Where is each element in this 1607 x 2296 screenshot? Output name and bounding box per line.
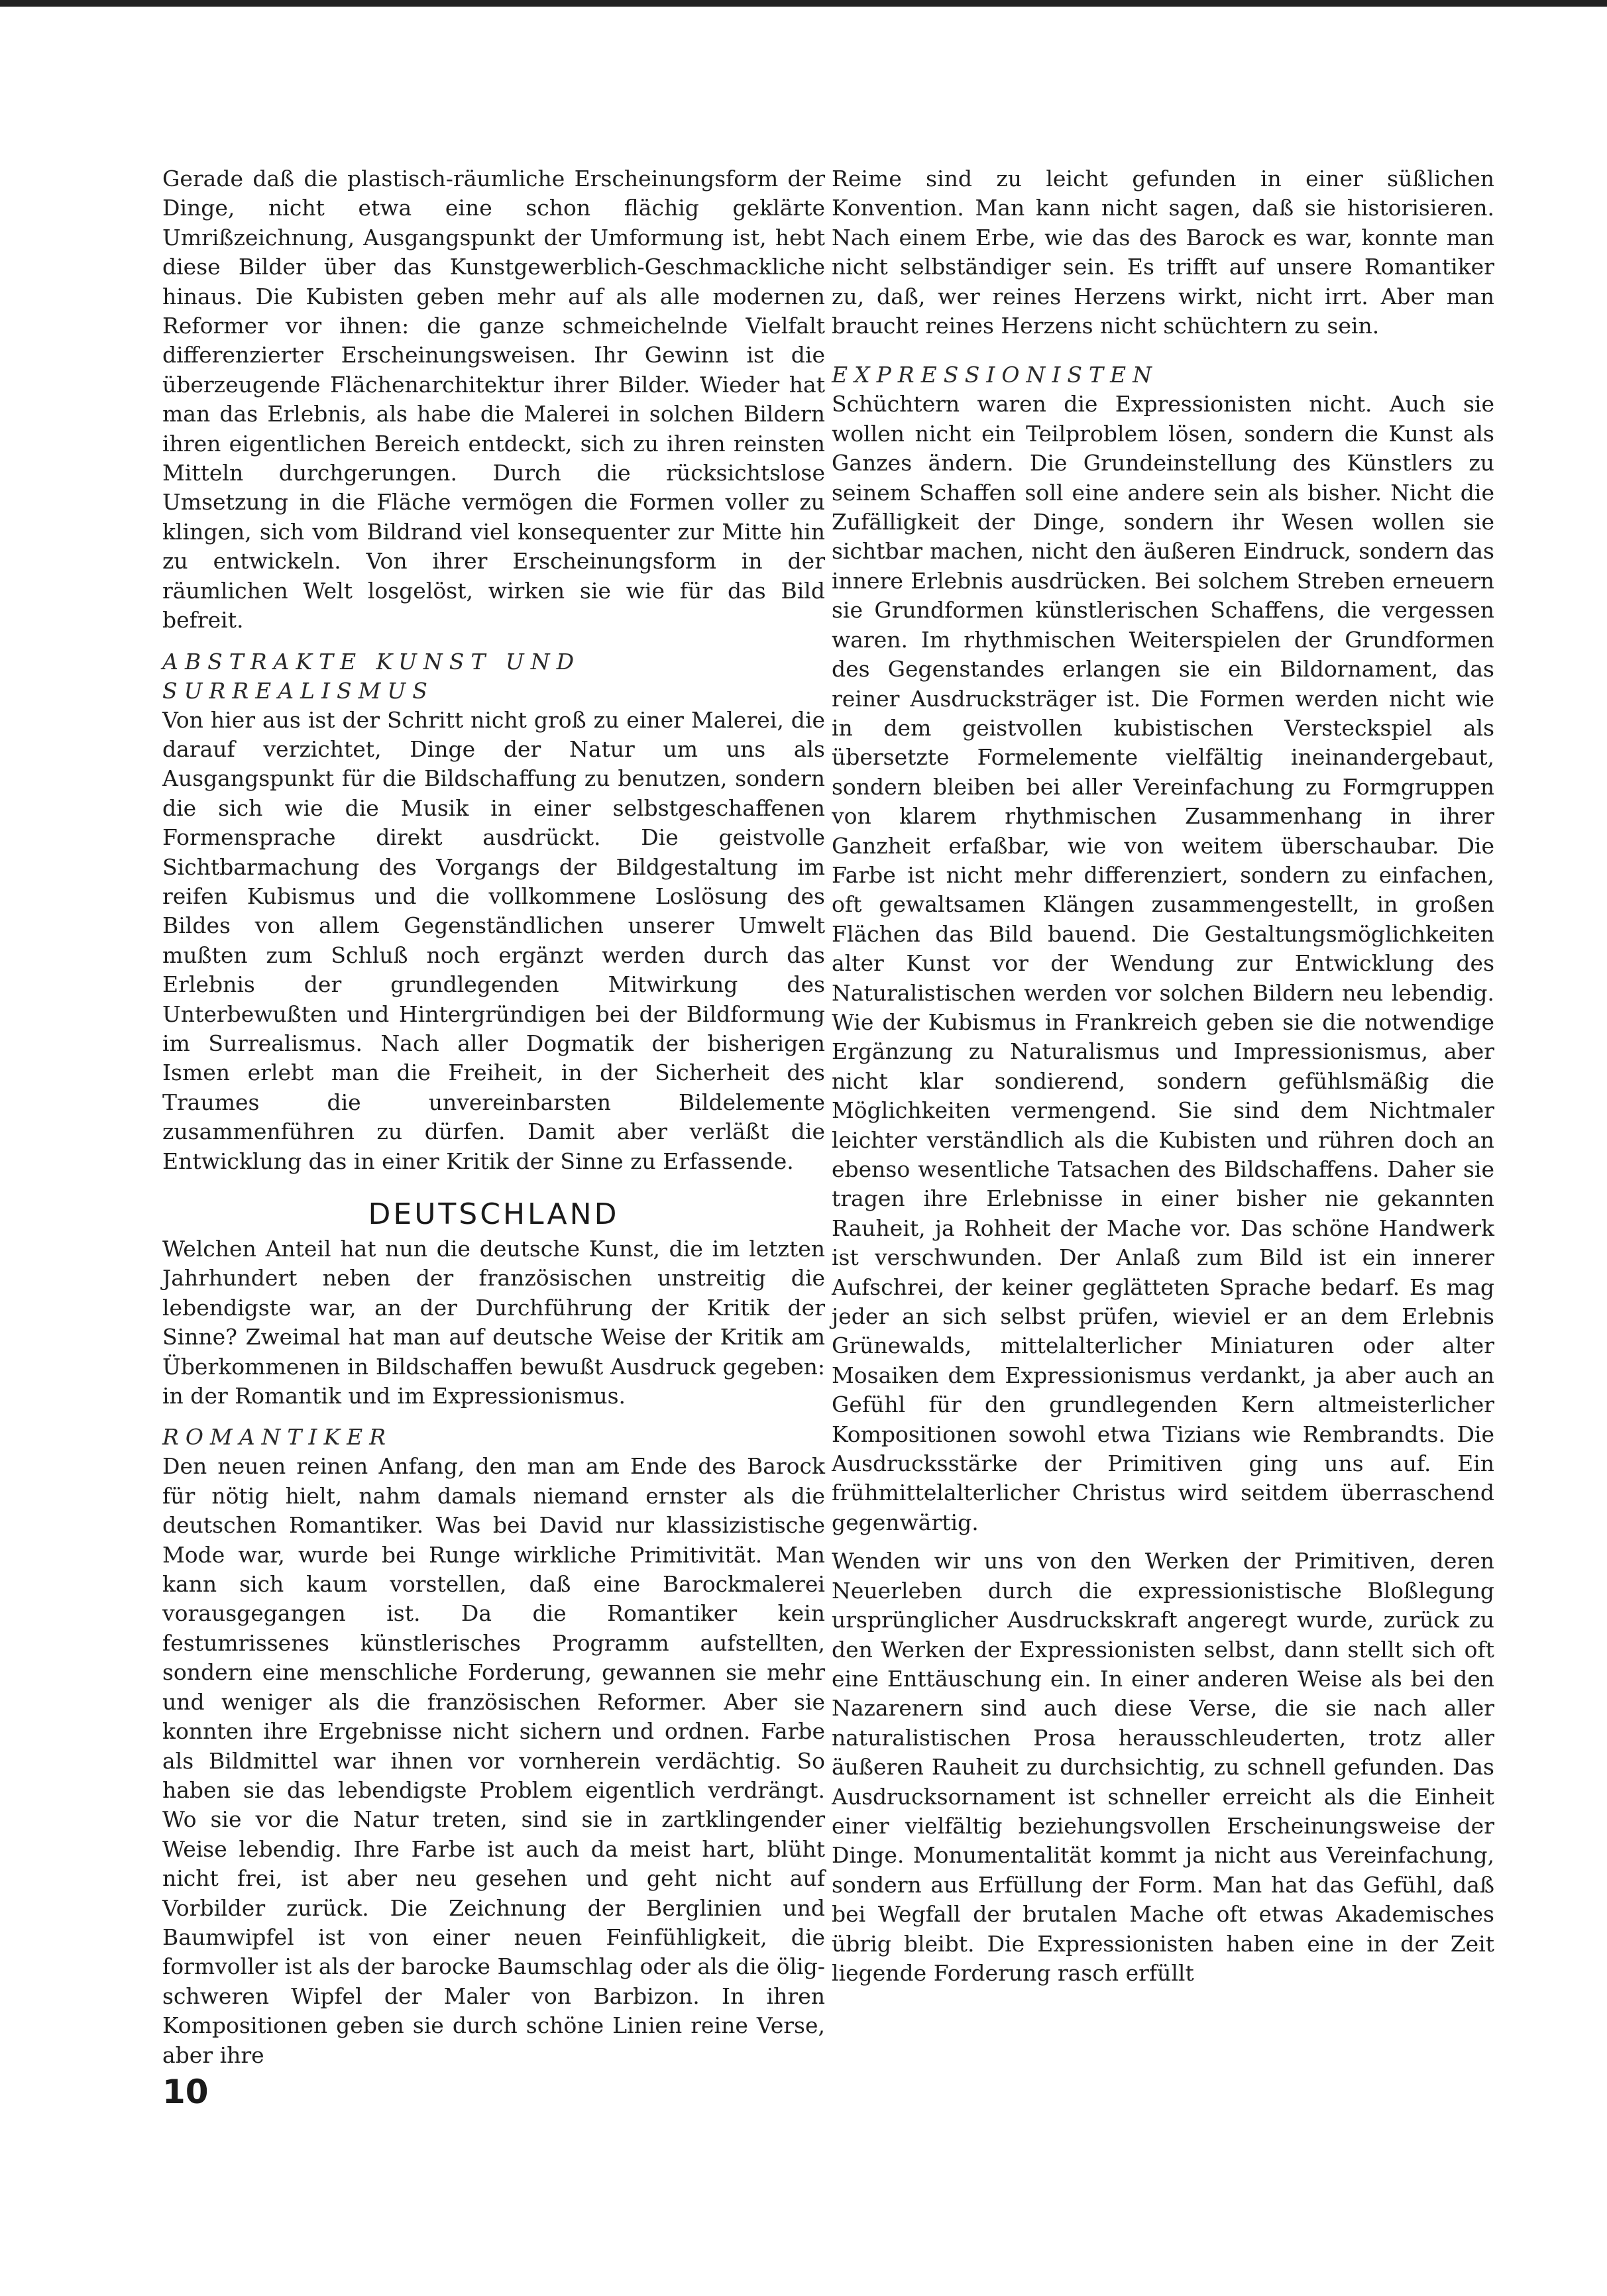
paragraph-primitive: Wenden wir uns von den Werken der Primitiven, deren Neuerleben durch die expressionistische Bloßlegung ursprünglicher Ausdruckskraft angeregt wurde, zurück zu den Werken der Expressionisten selbst, dann stellt sich oft eine Enttäuschung ein. In einer anderen Weise als bei den Nazarenern sind auch diese Verse, die sie nach aller naturalistischen Prosa herausschleuderten, trotz aller äußeren Rauheit zu durchsichtig, zu schnell gefunden. Das Ausdrucksornament ist schneller erreicht als die Einheit einer vielfältig beziehungsvollen Erscheinungsweise der Dinge. Monumentalität kommt ja nicht aus Vereinfachung, sondern aus Erfüllung der Form. Man hat das Gefühl, daß bei Wegfall der brutalen Mache oft etwas Akademisches übrig bleibt. Die Expressionisten haben eine in der Zeit liegende Forderung rasch erfüllt — [832, 1548, 1494, 1986]
paragraph-romantiker: Den neuen reinen Anfang, den man am Ende des Barock für nötig hielt, nahm damals niemand ernster als die deutschen Romantiker. Was bei David nur klassizistische Mode war, wurde bei Runge wirkliche Primitivität. Man kann sich kaum vorstellen, daß eine Barockmalerei vorausgegangen ist. Da die Romantiker kein festumrissenes künstlerisches Programm aufstellten, sondern eine menschliche Forderung, gewannen sie mehr und weniger als die französischen Reformer. Aber sie konnten ihre Ergebnisse nicht sichern und ordnen. Farbe als Bildmittel war ihnen vor vornherein verdächtig. So haben sie das lebendigste Problem eigentlich verdrängt. Wo sie vor die Natur treten, sind sie in zartklingender Weise lebendig. Ihre Farbe ist auch da meist hart, blüht nicht frei, ist aber neu gesehen und geht nicht auf Vorbilder zurück. Die Zeichnung der Berglinien und Baumwipfel ist von einer neuen Feinfühligkeit, die formvoller ist als der barocke Baumschlag oder als die ölig-schweren Wipfel der Maler von Barbizon. In ihren Kompositionen geben sie durch schöne Linien reine Verse, aber ihre — [162, 1453, 825, 2068]
heading-abstrakte-kunst-line1: ABSTRAKTE KUNST UND — [162, 648, 581, 675]
paragraph-expressionisten: Schüchtern waren die Expressionisten nicht. Auch sie wollen nicht ein Teilproblem lösen, sondern die Kunst als Ganzes ändern. Die Grundeinstellung des Künstlers zu seinem Schaffen soll eine andere sein als bisher. Nicht die Zufälligkeit der Dinge, sondern ihr Wesen wollen sie sichtbar machen, nicht den äußeren Eindruck, sondern das innere Erlebnis ausdrücken. Bei solchem Streben erneuern sie Grundformen künstlerischen Schaffens, die vergessen waren. Im rhythmischen Weiterspielen der Grundformen des Gegenstandes erlangen sie ein Bildornament, das reiner Ausdrucksträger ist. Die Formen werden nicht wie in dem geistvollen kubistischen Versteckspiel als übersetzte Formelemente vielfältig ineinandergebaut, sondern bleiben bei aller Vereinfachung zu Formgruppen von klarem rhythmischen Zusammenhang in ihrer Ganzheit erfaßbar, wie von weitem überschaubar. Die Farbe ist nicht mehr differenziert, sondern zu einfachen, oft gewaltsamen Klängen zusammengestellt, in großen Flächen das Bild bauend. Die Gestaltungsmöglichkeiten alter Kunst vor der Wendung zur Entwicklung des Naturalistischen werden vor solchen Bildern neu lebendig. Wie der Kubismus in Frankreich geben sie die notwendige Ergänzung zu Naturalismus und Impressionismus, aber nicht klar sondierend, sondern gefühlsmäßig die Möglichkeiten vermengend. Sie sind dem Nichtmaler leichter verständlich als die Kubisten und rühren doch an ebenso wesentliche Tatsachen des Bildschaffens. Daher sie tragen ihre Erlebnisse in einer bisher nie gekannten Rauheit, ja Rohheit der Mache vor. Das schöne Handwerk ist verschwunden. Der Anlaß zum Bild ist ein innerer Aufschrei, der keiner geglätteten Sprache bedarf. Es mag jeder an sich selbst prüfen, wieviel er an dem Erlebnis Grünewalds, mittelalterlicher Miniaturen oder alter Mosaiken dem Expressionismus verdankt, ja aber auch an Gefühl für den grundlegenden Kern altmeisterlicher Kompositionen sowohl etwa Tizians wie Rembrandts. Die Ausdrucksstärke der Primitiven ging uns auf. Ein frühmittelalterlicher Christus wird seitdem überraschend gegenwärtig. — [832, 391, 1494, 1535]
heading-abstrakte-kunst-line2: SURREALISMUS — [162, 677, 434, 704]
heading-deutschland: DEUTSCHLAND — [368, 1197, 620, 1231]
right-column — [832, 164, 1494, 1988]
heading-expressionisten: EXPRESSIONISTEN — [832, 362, 1158, 388]
top-border-rule — [0, 0, 1607, 7]
left-column — [162, 164, 825, 2070]
paragraph-romantiker-end: Reime sind zu leicht gefunden in einer süßlichen Konvention. Man kann nicht sagen, daß sie historisieren. Nach einem Erbe, wie das des Barock es war, konnte man nicht selbständiger sein. Es trifft auf unsere Romantiker zu, daß, wer reines Herzens wirkt, nicht irrt. Aber man braucht reines Herzens nicht schüchtern zu sein. — [832, 166, 1494, 339]
heading-romantiker: ROMANTIKER — [162, 1424, 393, 1450]
heading-abstrakte-kunst — [162, 647, 825, 706]
page-number: 10 — [162, 2073, 209, 2111]
paragraph-deutschland: Welchen Anteil hat nun die deutsche Kunst, die im letzten Jahrhundert neben der französischen unstreitig die lebendigste war, an der Durchführung der Kritik der Sinne? Zweimal hat man auf deutsche Weise der Kritik am Überkommenen in Bildschaffen bewußt Ausdruck gegeben: in der Romantik und im Expressionismus. — [162, 1236, 825, 1409]
paragraph-abstrakte-kunst: Von hier aus ist der Schritt nicht groß zu einer Malerei, die darauf verzichtet, Dinge der Natur um uns als Ausgangspunkt für die Bildschaffung zu benutzen, sondern die sich wie die Musik in einer selbstgeschaffenen Formensprache direkt ausdrückt. Die geistvolle Sichtbarmachung des Vorgangs der Bildgestaltung im reifen Kubismus und die vollkommene Loslösung des Bildes von allem Gegenständlichen unserer Umwelt mußten zum Schluß noch ergänzt werden durch das Erlebnis der grundlegenden Mitwirkung des Unterbewußten und Hintergründigen bei der Bildformung im Surrealismus. Nach aller Dogmatik der bisherigen Ismen erlebt man die Freiheit, in der Sicherheit des Traumes die unvereinbarsten Bildelemente zusammenführen zu dürfen. Damit aber verläßt die Entwicklung das in einer Kritik der Sinne zu Erfassende. — [162, 706, 825, 1174]
paragraph-kubismus-end: Gerade daß die plastisch-räumliche Erscheinungsform der Dinge, nicht etwa eine schon flächig geklärte Umrißzeichnung, Ausgangspunkt der Umformung ist, hebt diese Bilder über das Kunstgewerblich-Geschmackliche hinaus. Die Kubisten geben mehr auf als alle modernen Reformer vor ihnen: die ganze schmeichelnde Vielfalt differenzierter Erscheinungsweisen. Ihr Gewinn ist die überzeugende Flächenarchitektur ihrer Bilder. Wieder hat man das Erlebnis, als habe die Malerei in solchen Bildern ihren eigentlichen Bereich entdeckt, sich zu ihren reinsten Mitteln durchgerungen. Durch die rücksichtslose Umsetzung in die Fläche vermögen die Formen voller zu klingen, sich vom Bildrand viel konsequenter zur Mitte hin zu entwickeln. Von ihrer Erscheinungsform in der räumlichen Welt losgelöst, wirken sie wie für das Bild befreit. — [162, 166, 825, 633]
